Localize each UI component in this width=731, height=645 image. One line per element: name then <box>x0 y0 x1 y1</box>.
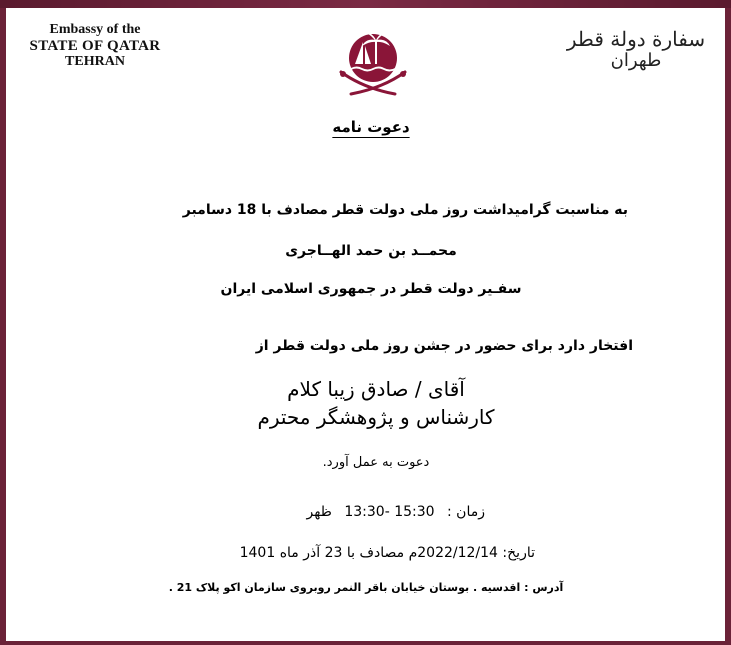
address-line: آدرس : اقدسیه . بوستان خیابان باقر النمر روبروی سازمان اکو پلاک 21 . <box>168 581 564 594</box>
embassy-line-1: Embassy of the <box>49 22 141 37</box>
time-label: زمان : <box>447 504 485 520</box>
guest-title: کارشناس و پژوهشگر محترم <box>257 405 495 429</box>
host-title: سفـیر دولت قطر در جمهوری اسلامی ایران <box>220 281 522 297</box>
guest-name: آقای / صادق زیبا کلام <box>287 377 465 401</box>
time-suffix: ظهر <box>306 504 332 520</box>
embassy-arabic-line-1: سفارة دولة قطر <box>566 27 706 51</box>
occasion-line: به مناسبت گرامیداشت روز ملی دولت قطر مصادف با 18 دسامبر <box>182 202 628 218</box>
time-value: 15:30 -13:30 <box>344 504 435 520</box>
top-frame-border <box>0 0 731 8</box>
time-line <box>299 504 485 520</box>
date-line: تاریخ: 2022/12/14م مصادف با 23 آذر ماه 1401 <box>239 545 535 561</box>
embassy-arabic-header <box>566 28 706 72</box>
embassy-arabic-line-2: طهران <box>610 50 662 71</box>
embassy-english-header <box>20 22 170 70</box>
embassy-line-2: STATE OF QATAR <box>29 38 161 54</box>
host-name: محمــد بن حمد الهــاجری <box>285 243 457 259</box>
honor-line: افتخار دارد برای حضور در جشن روز ملی دولت قطر از <box>255 338 633 354</box>
page-title: دعوت نامه <box>332 118 410 136</box>
embassy-line-3: TEHRAN <box>65 54 125 69</box>
invite-closing: دعوت به عمل آورد. <box>322 455 430 470</box>
invitation-card <box>6 8 725 641</box>
qatar-emblem-icon <box>333 22 413 102</box>
